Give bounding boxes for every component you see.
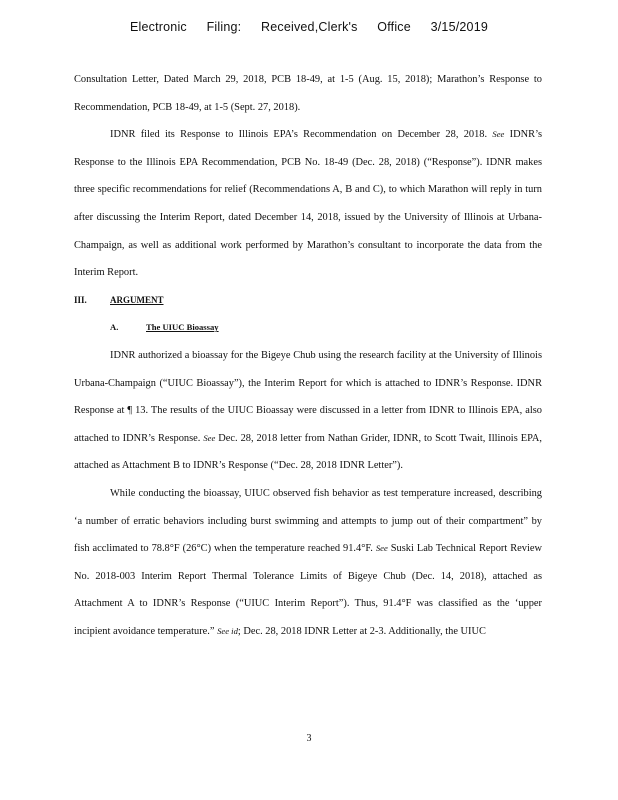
paragraph-idnr-response-text-a: IDNR filed its Response to Illinois EPA’s Recommendation on December 28, 2018. [110, 129, 488, 141]
section-title: ARGUMENT [110, 294, 164, 305]
see-signal: See [492, 129, 505, 140]
see-signal: See [203, 432, 216, 443]
paragraph-fish-behavior-text-b: Suski Lab Technical Report Review No. 2018-003 Interim Report Thermal Tolerance Limits of Bigeye Chub (Dec. 14, 2018), attached as Attachment A to IDNR’s Response (“UIUC Interim Report”). Thus, 91.4°F was classified as the ‘upper incipient avoidance temperature.” [74, 543, 542, 637]
subsection-heading-uiuc-bioassay [110, 314, 542, 342]
paragraph-fish-behavior-text-c: ; Dec. 28, 2018 IDNR Letter at 2-3. Additionally, the UIUC [237, 625, 486, 637]
paragraph-fish-behavior-text-a: While conducting the bioassay, UIUC observed fish behavior as test temperature increased, describing ‘a number of erratic behaviors including burst swimming and attempts to jump out of their compartment” by fish acclimated to 78.8°F (26°C) when the temperature reached 91.4°F. [74, 487, 542, 555]
filing-stamp-header [0, 20, 618, 34]
paragraph-consultation-letter: Consultation Letter, Dated March 29, 2018, PCB 18-49, at 1-5 (Aug. 15, 2018); Marathon’s Response to Recommendation, PCB 18-49, at 1-5 (Sept. 27, 2018). [74, 74, 542, 113]
section-heading-argument [74, 287, 542, 315]
see-signal: See [375, 543, 388, 554]
page-number: 3 [306, 733, 312, 744]
paragraph-idnr-response [74, 121, 542, 287]
subsection-number: A. [110, 322, 119, 333]
header-received-clerks: Received,Clerk's [261, 20, 358, 34]
see-id-signal: See id [217, 625, 238, 636]
paragraph-uiuc-bioassay-text-b: Dec. 28, 2018 letter from Nathan Grider, IDNR, to Scott Twait, Illinois EPA, attached as Attachment B to IDNR’s Response (“Dec. 28, 2018 IDNR Letter”). [74, 432, 542, 472]
paragraph-uiuc-bioassay-text-a: IDNR authorized a bioassay for the Bigeye Chub using the research facility at the University of Illinois Urbana-Champaign (“UIUC Bioassay”), the Interim Report for which is attached to IDNR’s Response. IDNR Response at ¶ 13. The results of the UIUC Bioassay were discussed in a letter from IDNR to Illinois EPA, also attached to IDNR’s Response. [74, 349, 542, 444]
paragraph-idnr-response-text-b: IDNR’s Response to the Illinois EPA Recommendation, PCB No. 18-49 (Dec. 28, 2018) (“Response”). IDNR makes three specific recommendations for relief (Recommendations A, B and C), to which Marathon will reply in turn after discussing the Interim Report, dated December 14, 2018, issued by the University of Illinois at Urbana-Champaign, as well as additional work performed by Marathon’s consultant to incorporate the data from the Interim Report. [74, 129, 543, 279]
header-electronic: Electronic [129, 20, 187, 34]
header-date: 3/15/2019 [430, 20, 489, 34]
document-body [74, 66, 542, 645]
section-number: III. [74, 294, 87, 305]
paragraph-fish-behavior [74, 480, 542, 646]
header-office: Office [377, 20, 411, 34]
header-filing: Filing: [206, 20, 242, 34]
paragraph-uiuc-bioassay [74, 342, 542, 480]
subsection-title: The UIUC Bioassay [146, 322, 219, 333]
